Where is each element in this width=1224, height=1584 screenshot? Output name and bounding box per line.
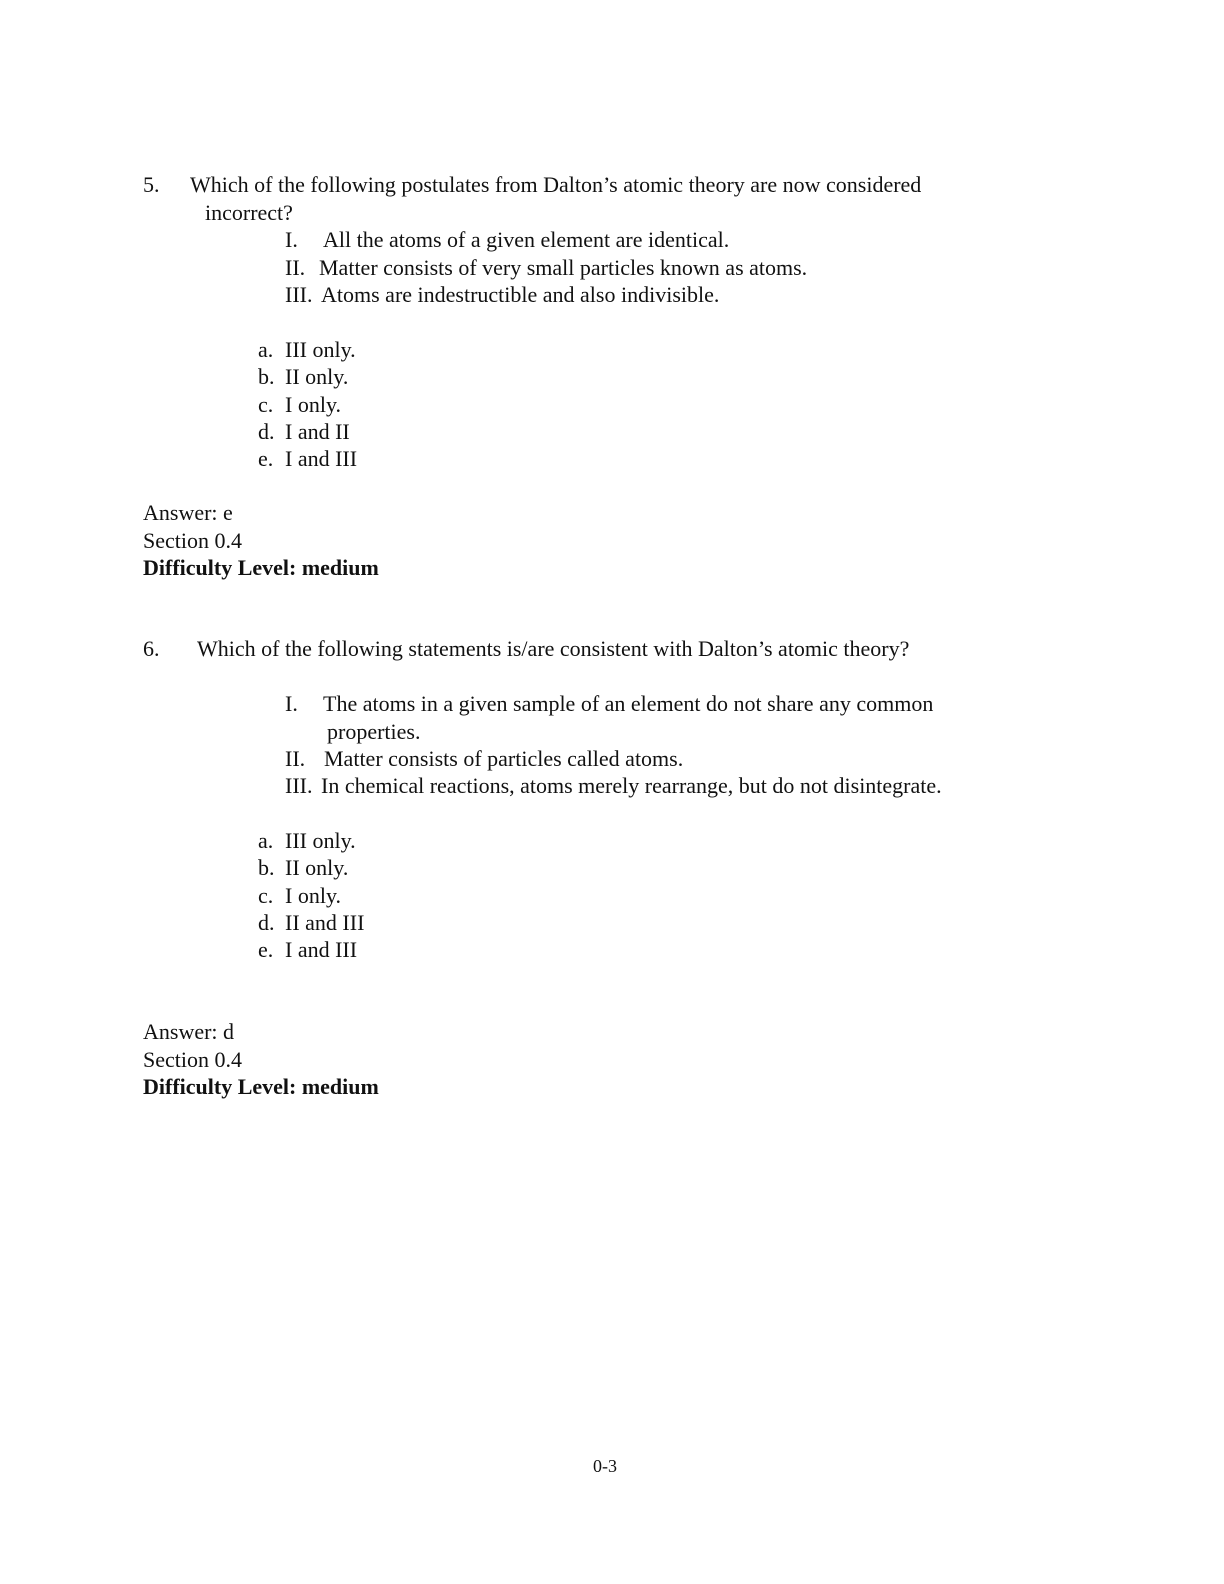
statement-text: Matter consists of very small particles known as atoms. — [319, 255, 808, 280]
statement-continuation: properties. — [327, 719, 421, 744]
statement-numeral: III. — [285, 773, 313, 798]
page-number: 0-3 — [593, 1456, 617, 1476]
statement-numeral: II. — [285, 255, 306, 280]
section-reference: Section 0.4 — [143, 528, 242, 553]
difficulty-level: Difficulty Level: medium — [143, 1074, 379, 1099]
option-letter: c. — [258, 883, 274, 908]
option-letter: e. — [258, 937, 274, 962]
question-stem: Which of the following postulates from Dalton’s atomic theory are now considered — [190, 172, 922, 197]
option-text: I and III — [285, 937, 358, 962]
question-number: 6. — [143, 636, 160, 661]
option-text: II only. — [285, 855, 349, 880]
question-number: 5. — [143, 172, 160, 197]
statement-text: Matter consists of particles called atoms. — [324, 746, 684, 771]
option-letter: c. — [258, 392, 274, 417]
option-letter: d. — [258, 910, 275, 935]
option-letter: a. — [258, 828, 274, 853]
option-text: III only. — [285, 337, 356, 362]
option-text: I and III — [285, 446, 358, 471]
option-letter: e. — [258, 446, 274, 471]
option-text: II and III — [285, 910, 365, 935]
statement-text: In chemical reactions, atoms merely rearrange, but do not disintegrate. — [321, 773, 942, 798]
question-stem: Which of the following statements is/are consistent with Dalton’s atomic theory? — [197, 636, 910, 661]
option-letter: b. — [258, 855, 275, 880]
statement-numeral: II. — [285, 746, 306, 771]
option-text: I only. — [285, 392, 342, 417]
statement-numeral: III. — [285, 282, 313, 307]
option-text: III only. — [285, 828, 356, 853]
statement-text: Atoms are indestructible and also indivisible. — [321, 282, 720, 307]
section-reference: Section 0.4 — [143, 1047, 242, 1072]
statement-numeral: I. — [285, 691, 298, 716]
difficulty-level: Difficulty Level: medium — [143, 555, 379, 580]
option-letter: d. — [258, 419, 275, 444]
statement-text: The atoms in a given sample of an element do not share any common — [323, 691, 934, 716]
statement-text: All the atoms of a given element are identical. — [323, 227, 730, 252]
statement-numeral: I. — [285, 227, 298, 252]
option-text: I and II — [285, 419, 350, 444]
option-text: II only. — [285, 364, 349, 389]
option-text: I only. — [285, 883, 342, 908]
question-stem-continuation: incorrect? — [205, 200, 293, 225]
option-letter: a. — [258, 337, 274, 362]
option-letter: b. — [258, 364, 275, 389]
answer: Answer: e — [143, 500, 233, 525]
answer: Answer: d — [143, 1019, 235, 1044]
